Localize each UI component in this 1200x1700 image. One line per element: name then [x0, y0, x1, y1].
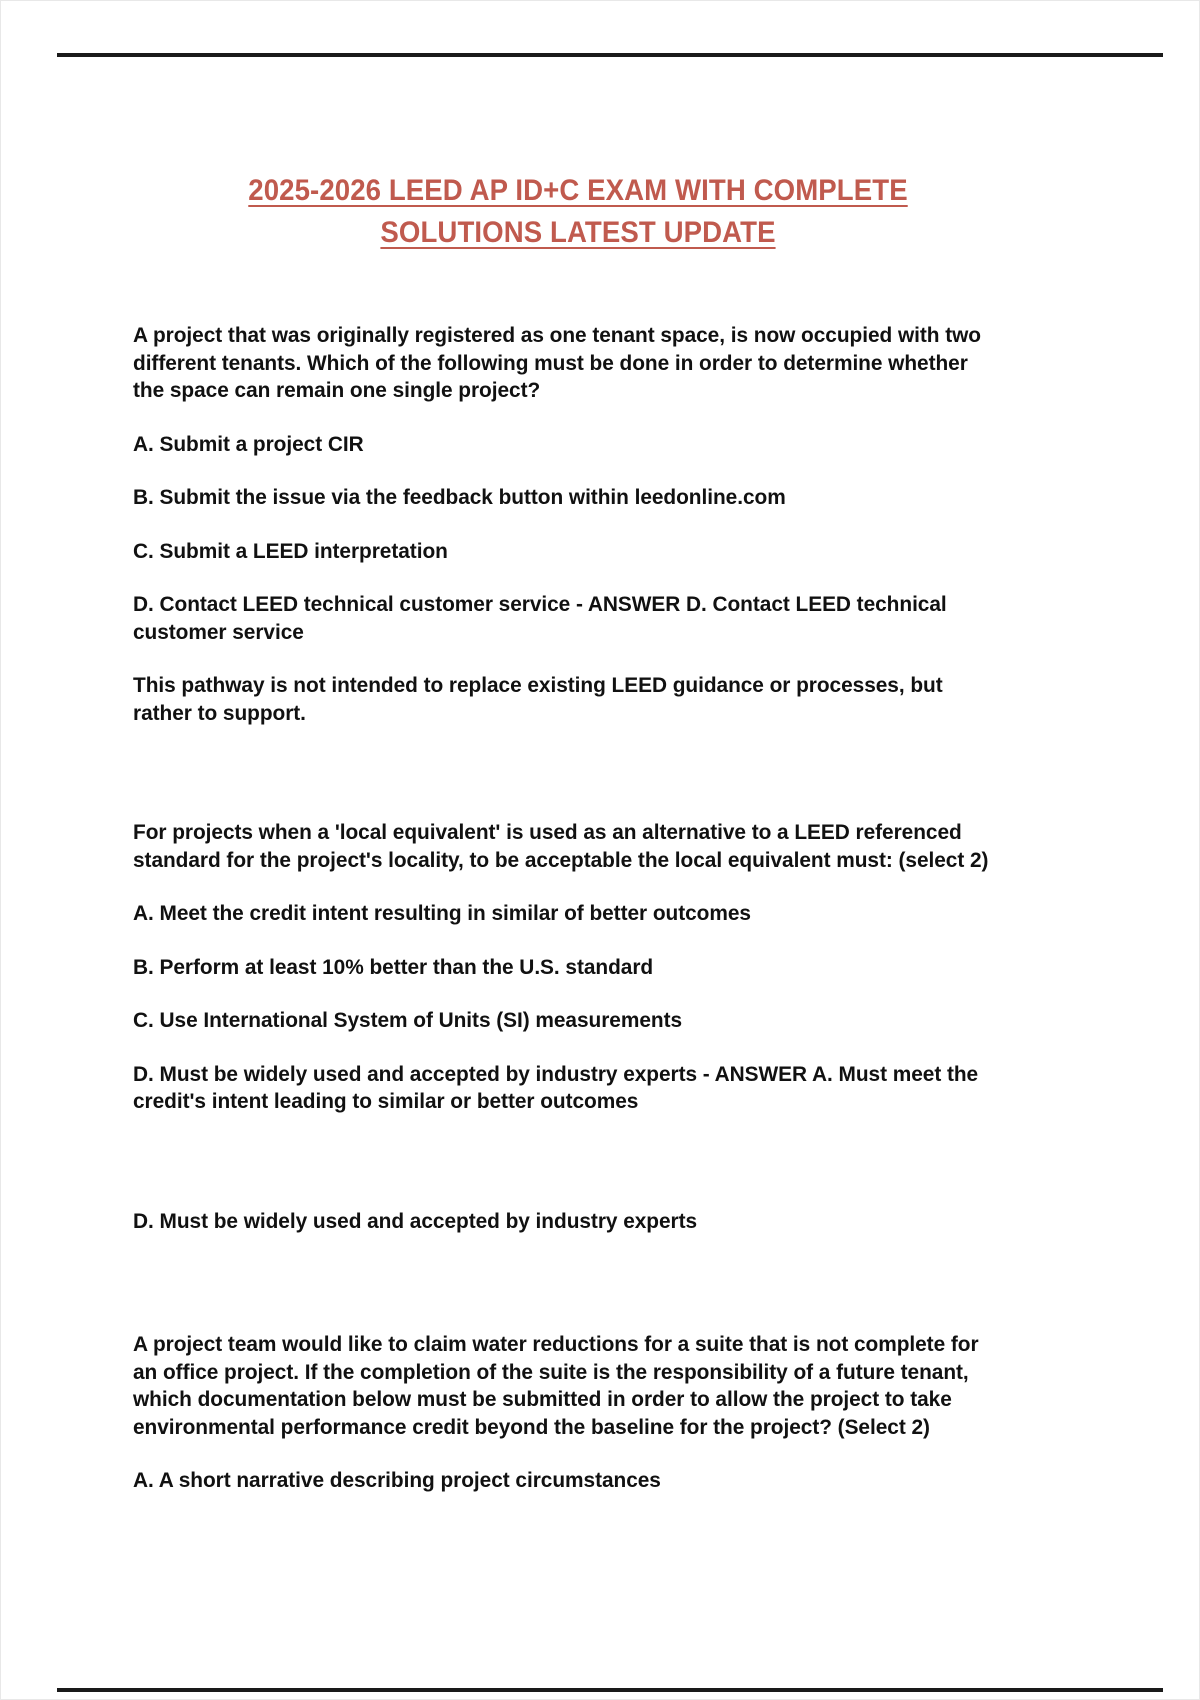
question-3-stem: A project team would like to claim water reductions for a suite that is not complete for an office project. If the completion of the suite is the responsibility of a future tenant, which documentation below must be submitted in order to allow the project to take environmental performance credit beyond the baseline for the project? (Select 2) [133, 1332, 979, 1439]
question-2-stem: For projects when a 'local equivalent' is used as an alternative to a LEED referenced standard for the project's locality, to be acceptable the local equivalent must: (select 2) [133, 820, 989, 872]
question-1-option-b: B. Submit the issue via the feedback button within leedonline.com [133, 485, 786, 509]
question-body [133, 322, 1023, 1495]
footer-divider-rule [57, 1688, 1163, 1692]
question-2-option-d-answer: D. Must be widely used and accepted by industry experts - ANSWER A. Must meet the credit's intent leading to similar or better outcomes [133, 1061, 979, 1113]
question-3-option-a: A. A short narrative describing project circumstances [133, 1468, 661, 1492]
question-2-option-b: B. Perform at least 10% better than the U.S. standard [133, 954, 654, 979]
page-title-line-2: SOLUTIONS LATEST UPDATE [380, 216, 776, 249]
question-1-option-d-answer: D. Contact LEED technical customer service - ANSWER D. Contact LEED technical customer service [133, 592, 947, 644]
question-2-answer-second: D. Must be widely used and accepted by industry experts [133, 1208, 698, 1233]
question-1-option-a: A. Submit a project CIR [133, 431, 364, 456]
question-2-option-a: A. Meet the credit intent resulting in similar of better outcomes [133, 901, 751, 925]
question-1-explanation: This pathway is not intended to replace existing LEED guidance or processes, but rather to support. [133, 673, 943, 725]
document-content [133, 0, 1023, 1521]
page-title [169, 0, 988, 254]
page-title-line-1: 2025-2026 LEED AP ID+C EXAM WITH COMPLETE [248, 174, 908, 207]
question-1-stem: A project that was originally registered as one tenant space, is now occupied with two different tenants. Which of the following must be done in order to determine whether the space can remain one single project? [133, 323, 981, 402]
question-2-option-c: C. Use International System of Units (SI) measurements [133, 1008, 683, 1032]
question-1-option-c: C. Submit a LEED interpretation [133, 538, 448, 563]
